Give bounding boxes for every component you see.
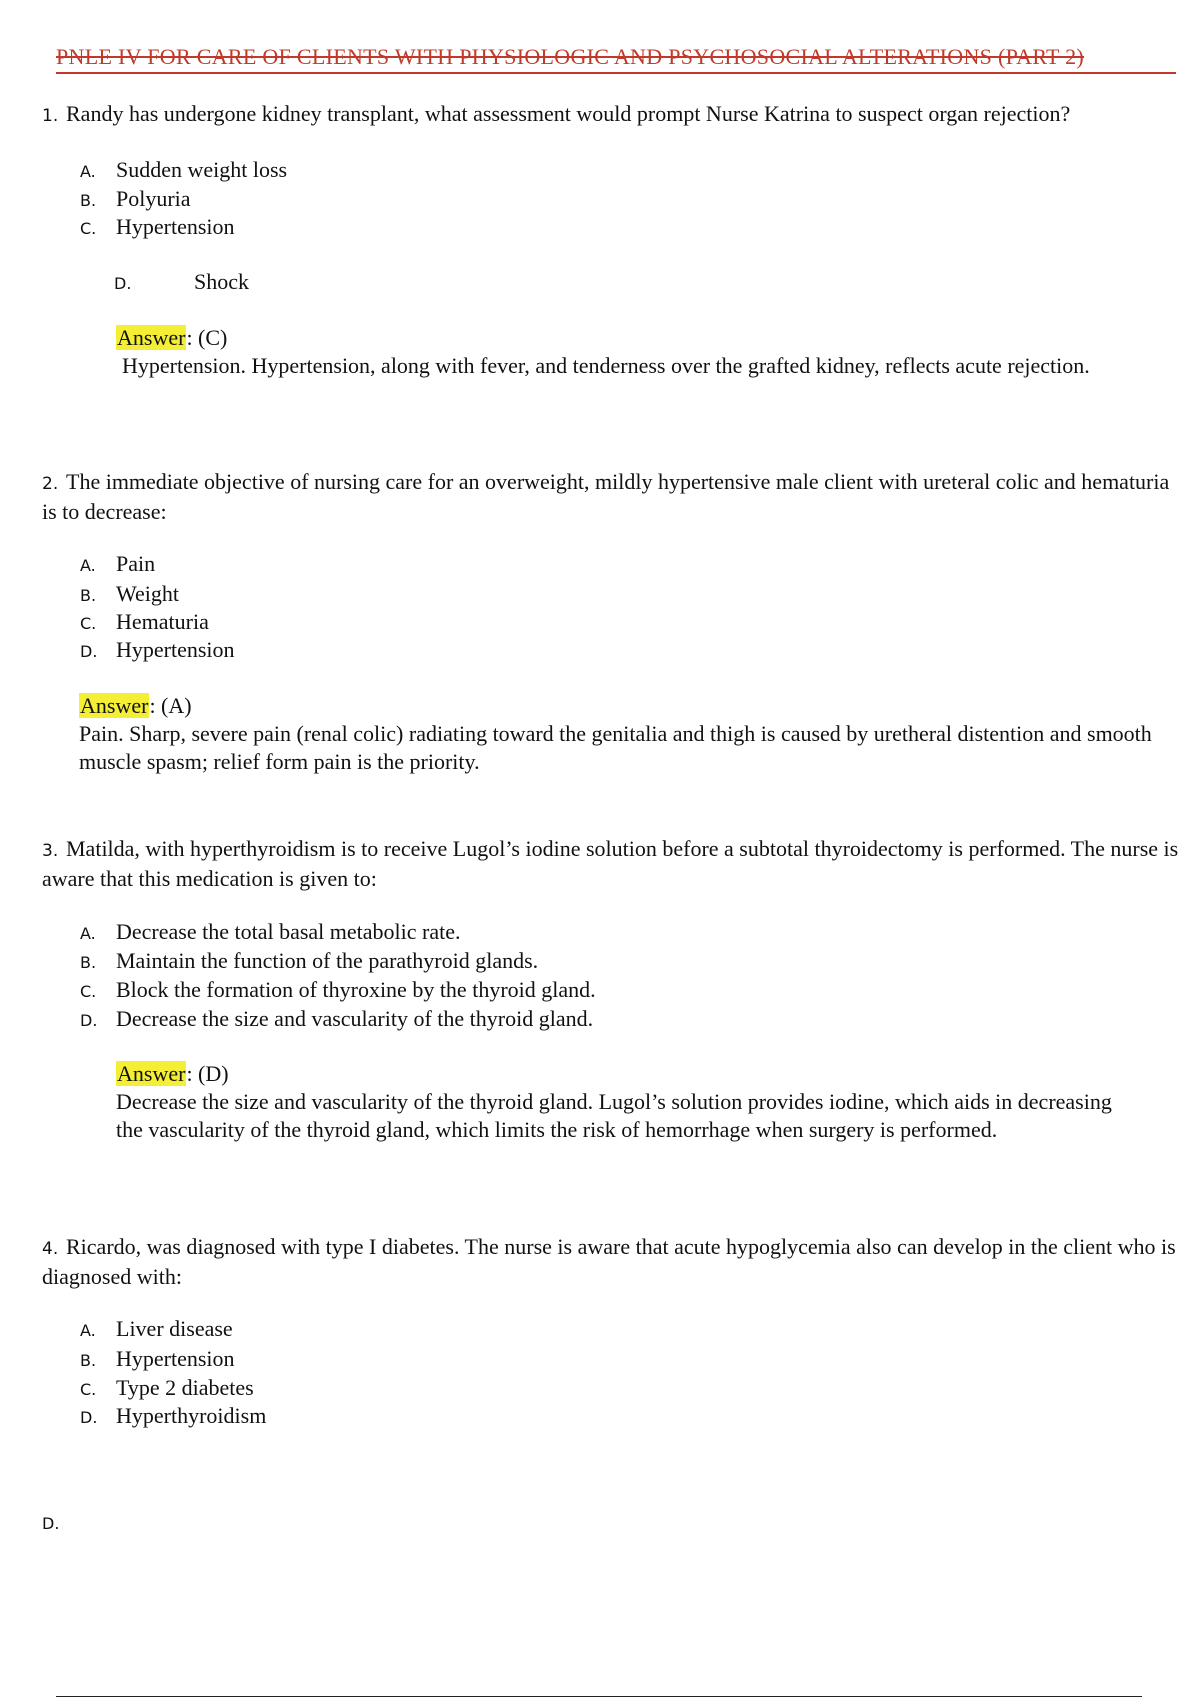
option: A. Liver disease <box>80 1316 233 1341</box>
question-3 <box>42 835 1182 893</box>
answer-label: Answer <box>80 693 149 718</box>
option: D. Decrease the size and vascularity of the thyroid gland. <box>80 1006 594 1031</box>
option: B. Polyuria <box>80 186 191 211</box>
answer-explanation: Hypertension. Hypertension, along with fever, and tenderness over the grafted kidney, reflects acute rejection. <box>122 353 1090 378</box>
answer-label: Answer <box>117 325 186 350</box>
question-4 <box>42 1233 1182 1291</box>
option: C. Type 2 diabetes <box>80 1375 254 1400</box>
question-2 <box>42 468 1182 526</box>
answer-value: : (D) <box>186 1061 229 1086</box>
question-stem: Ricardo, was diagnosed with type I diabetes. The nurse is aware that acute hypoglycemia also can develop in the client who is diagnosed with: <box>42 1234 1176 1289</box>
footer-divider <box>56 1696 1142 1697</box>
question-stem: The immediate objective of nursing care for an overweight, mildly hypertensive male client with ureteral colic and hematuria is to decrease: <box>42 469 1170 524</box>
option: B. Weight <box>80 581 179 606</box>
answer-block <box>79 692 1189 776</box>
option: A. Decrease the total basal metabolic rate. <box>80 919 461 944</box>
question-1 <box>42 100 1182 130</box>
option: A. Pain <box>80 551 156 576</box>
answer-block <box>116 324 1116 380</box>
question-number: 4. <box>42 1239 59 1259</box>
question-number: 3. <box>42 841 59 861</box>
option: B. Hypertension <box>80 1346 235 1371</box>
option: B. Maintain the function of the parathyroid glands. <box>80 948 539 973</box>
option: D. Hypertension <box>80 637 235 662</box>
answer-value: : (A) <box>149 693 192 718</box>
stray-option-letter: D. <box>42 1514 60 1533</box>
question-stem: Randy has undergone kidney transplant, what assessment would prompt Nurse Katrina to suspect organ rejection? <box>66 101 1071 126</box>
answer-value: : (C) <box>186 325 228 350</box>
option: D. Shock <box>114 269 249 294</box>
option: C. Block the formation of thyroxine by the thyroid gland. <box>80 977 596 1002</box>
option: C. Hematuria <box>80 609 209 634</box>
answer-label: Answer <box>117 1061 186 1086</box>
option: C. Hypertension <box>80 214 235 239</box>
question-number: 2. <box>42 474 59 494</box>
option: D. Hyperthyroidism <box>80 1403 267 1428</box>
answer-block <box>116 1060 1116 1144</box>
answer-explanation: Pain. Sharp, severe pain (renal colic) radiating toward the genitalia and thigh is caused by uretheral distention and smooth muscle spasm; relief form pain is the priority. <box>79 721 1152 774</box>
page-title: PNLE IV FOR CARE OF CLIENTS WITH PHYSIOLOGIC AND PSYCHOSOCIAL ALTERATIONS (PART 2) <box>56 44 1176 74</box>
answer-explanation: Decrease the size and vascularity of the thyroid gland. Lugol’s solution provides iodine, which aids in decreasing the vascularity of the thyroid gland, which limits the risk of hemorrhage when surgery is performed. <box>116 1089 1112 1142</box>
question-number: 1. <box>42 106 59 126</box>
question-stem: Matilda, with hyperthyroidism is to receive Lugol’s iodine solution before a subtotal thyroidectomy is performed. The nurse is aware that this medication is given to: <box>42 836 1179 891</box>
option: A. Sudden weight loss <box>80 157 288 182</box>
